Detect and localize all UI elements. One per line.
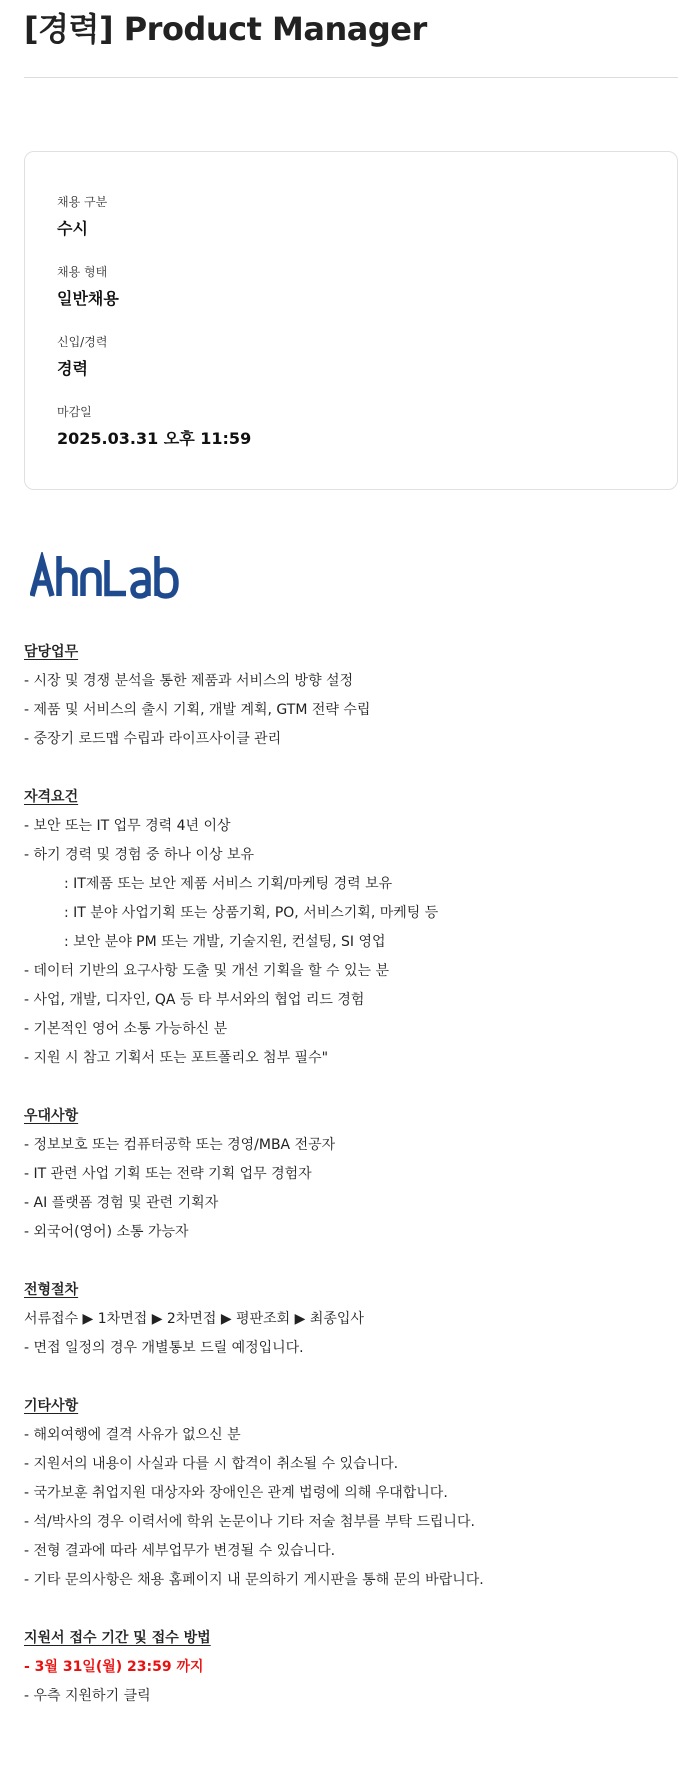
section-heading-process: 전형절차 — [24, 1282, 79, 1298]
info-value: 경력 — [57, 359, 88, 378]
info-employment-type — [57, 264, 119, 309]
section-heading-apply: 지원서 접수 기간 및 접수 방법 — [24, 1630, 211, 1646]
section-heading-preferred: 우대사항 — [24, 1108, 79, 1124]
job-info-card — [24, 151, 678, 490]
section-spacer — [24, 754, 674, 783]
section-spacer — [24, 1073, 674, 1102]
info-recruit-type — [57, 194, 107, 239]
info-value: 수시 — [57, 219, 88, 238]
section-heading-duties: 담당업무 — [24, 644, 79, 660]
list-item: - 해외여행에 결격 사유가 없으신 분 — [24, 1427, 241, 1443]
list-item: - AI 플랫폼 경험 및 관련 기획자 — [24, 1195, 219, 1211]
process-steps: 서류접수 ▶ 1차면접 ▶ 2차면접 ▶ 평판조회 ▶ 최종입사 — [24, 1311, 364, 1327]
list-item: - 중장기 로드맵 수립과 라이프사이클 관리 — [24, 731, 282, 747]
info-value: 2025.03.31 오후 11:59 — [57, 429, 252, 448]
title-divider — [24, 77, 678, 78]
info-label: 채용 형태 — [57, 265, 108, 279]
ahnlab-logo-svg — [30, 552, 186, 602]
section-heading-qualifications: 자격요건 — [24, 789, 79, 805]
list-item: - 하기 경력 및 경험 중 하나 이상 보유 — [24, 847, 254, 863]
list-item: - 기본적인 영어 소통 가능하신 분 — [24, 1021, 228, 1037]
list-item: - 면접 일정의 경우 개별통보 드릴 예정입니다. — [24, 1340, 304, 1356]
info-label: 채용 구분 — [57, 195, 108, 209]
list-item: - 정보보호 또는 컴퓨터공학 또는 경영/MBA 전공자 — [24, 1137, 336, 1153]
section-spacer — [24, 1363, 674, 1392]
sub-list-item: : IT 분야 사업기획 또는 상품기획, PO, 서비스기획, 마케팅 등 — [64, 905, 439, 921]
list-item: - 시장 및 경쟁 분석을 통한 제품과 서비스의 방향 설정 — [24, 673, 354, 689]
list-item: - 보안 또는 IT 업무 경력 4년 이상 — [24, 818, 231, 834]
list-item: - 지원 시 참고 기획서 또는 포트폴리오 첨부 필수" — [24, 1050, 329, 1066]
section-spacer — [24, 1247, 674, 1276]
sub-list-item: : 보안 분야 PM 또는 개발, 기술지원, 컨설팅, SI 영업 — [64, 934, 386, 950]
section-spacer — [24, 1595, 674, 1624]
list-item: - 외국어(영어) 소통 가능자 — [24, 1224, 189, 1240]
apply-deadline: - 3월 31일(월) 23:59 까지 — [24, 1659, 204, 1675]
list-item: - 사업, 개발, 디자인, QA 등 타 부서와의 협업 리드 경험 — [24, 992, 365, 1008]
list-item: - 석/박사의 경우 이력서에 학위 논문이나 기타 저술 첨부를 부탁 드립니다. — [24, 1514, 475, 1530]
list-item: - 제품 및 서비스의 출시 기획, 개발 계획, GTM 전략 수립 — [24, 702, 371, 718]
apply-method: - 우측 지원하기 클릭 — [24, 1688, 151, 1704]
section-heading-etc: 기타사항 — [24, 1398, 79, 1414]
page-title: [경력] Product Manager — [24, 10, 427, 48]
info-label: 신입/경력 — [57, 335, 108, 349]
ahnlab-logo-icon — [30, 552, 186, 602]
list-item: - IT 관련 사업 기획 또는 전략 기획 업무 경험자 — [24, 1166, 312, 1182]
job-description — [24, 638, 674, 1711]
list-item: - 기타 문의사항은 채용 홈페이지 내 문의하기 게시판을 통해 문의 바랍니다. — [24, 1572, 484, 1588]
info-career-level — [57, 334, 107, 379]
sub-list-item: : IT제품 또는 보안 제품 서비스 기획/마케팅 경력 보유 — [64, 876, 393, 892]
list-item: - 지원서의 내용이 사실과 다를 시 합격이 취소될 수 있습니다. — [24, 1456, 399, 1472]
list-item: - 국가보훈 취업지원 대상자와 장애인은 관계 법령에 의해 우대합니다. — [24, 1485, 448, 1501]
list-item: - 데이터 기반의 요구사항 도출 및 개선 기획을 할 수 있는 분 — [24, 963, 390, 979]
info-deadline — [57, 404, 251, 449]
info-value: 일반채용 — [57, 289, 119, 308]
list-item: - 전형 결과에 따라 세부업무가 변경될 수 있습니다. — [24, 1543, 336, 1559]
info-label: 마감일 — [57, 405, 92, 419]
